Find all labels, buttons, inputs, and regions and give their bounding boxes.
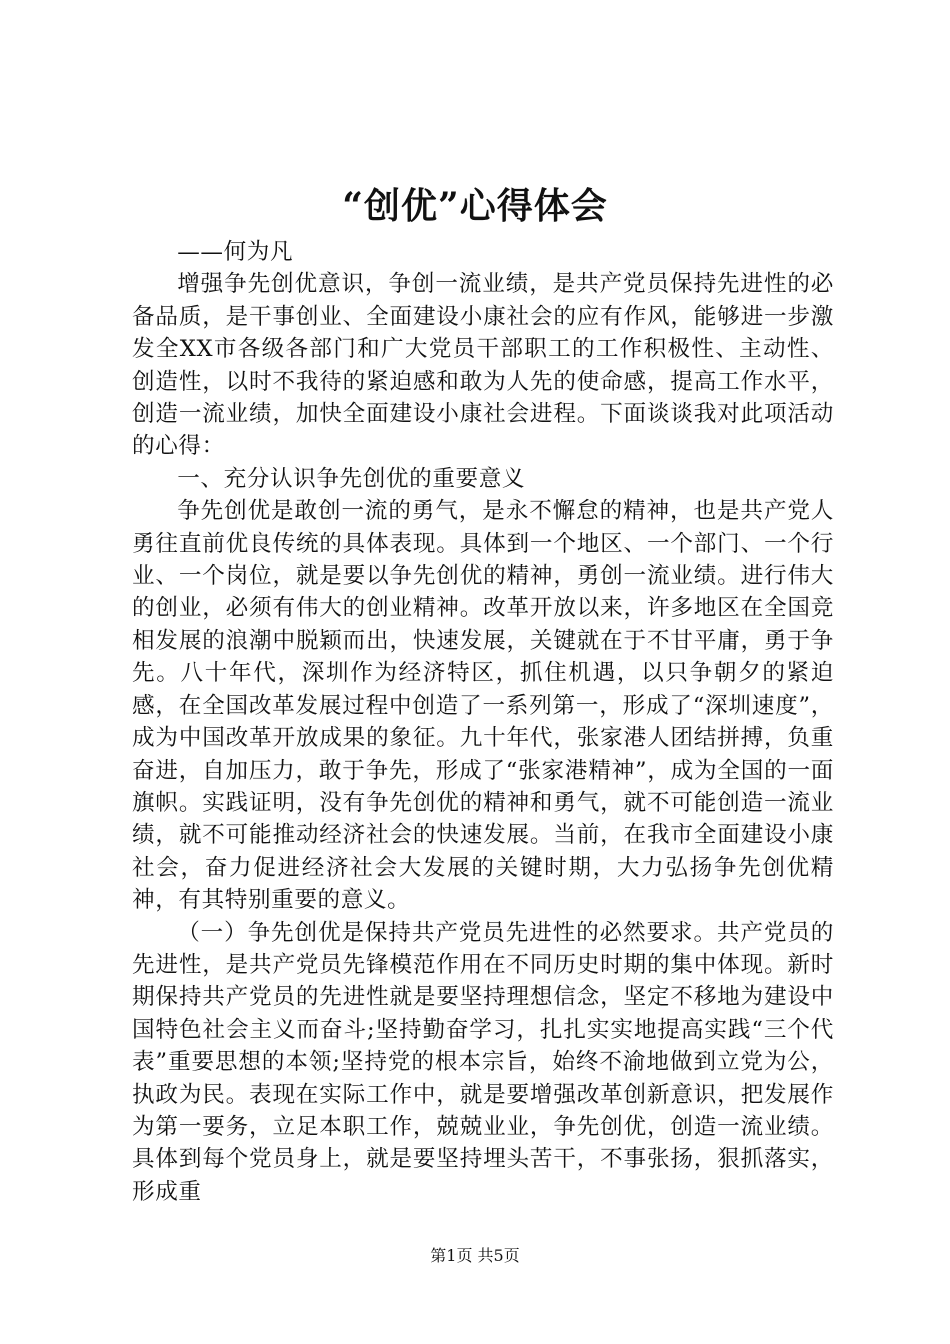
page-footer: 第1页 共5页 (430, 1246, 520, 1265)
document-author: ——何为凡 (177, 239, 294, 265)
paragraph-significance: 争先创优是敢创一流的勇气，是永不懈怠的精神，也是共产党人勇往直前优良传统的具体表现。具体到一个地区、一个部门、一个行业、一个岗位，就是要以争先创优的精神，勇创一流业绩。进行伟大的创业，必须有伟大的创业精神。改革开放以来，许多地区在全国竞相发展的浪潮中脱颖而出，快速发展，关键就在于不甘平庸，勇于争先。八十年代，深圳作为经济特区，抓住机遇，以只争朝夕的紧迫感，在全国改革发展过程中创造了一系列第一，形成了“深圳速度”，成为中国改革开放成果的象征。九十年代，张家港人团结拼搏，负重奋进，自加压力，敢于争先，形成了“张家港精神”，成为全国的一面旗帜。实践证明，没有争先创优的精神和勇气，就不可能创造一流业绩，就不可能推动经济社会的快速发展。当前，在我市全面建设小康社会，奋力促进经济社会大发展的关键时期，大力弘扬争先创优精神，有其特别重要的意义。 (132, 498, 834, 914)
paragraph-intro: 增强争先创优意识，争创一流业绩，是共产党员保持先进性的必备品质，是干事创业、全面建设小康社会的应有作风，能够进一步激发全XX市各级各部门和广大党员干部职工的工作积极性、主动性、创造性，以时不我待的紧迫感和敢为人先的使命感，提高工作水平，创造一流业绩，加快全面建设小康社会进程。下面谈谈我对此项活动的心得： (132, 271, 834, 460)
document-body (132, 236, 834, 1208)
section-heading-1: 一、充分认识争先创优的重要意义 (177, 465, 526, 492)
document-title: “创优”心得体会 (342, 185, 608, 227)
paragraph-subsection-1: （一）争先创优是保持共产党员先进性的必然要求。共产党员的先进性，是共产党员先锋模范作用在不同历史时期的集中体现。新时期保持共产党员的先进性就是要坚持理想信念，坚定不移地为建设中国特色社会主义而奋斗;坚持勤奋学习，扎扎实实地提高实践“三个代表”重要思想的本领;坚持党的根本宗旨，始终不渝地做到立党为公，执政为民。表现在实际工作中，就是要增强改革创新意识，把发展作为第一要务，立足本职工作，兢兢业业，争先创优，创造一流业绩。具体到每个党员身上，就是要坚持埋头苦干，不事张扬，狠抓落实，形成重 (132, 919, 834, 1205)
